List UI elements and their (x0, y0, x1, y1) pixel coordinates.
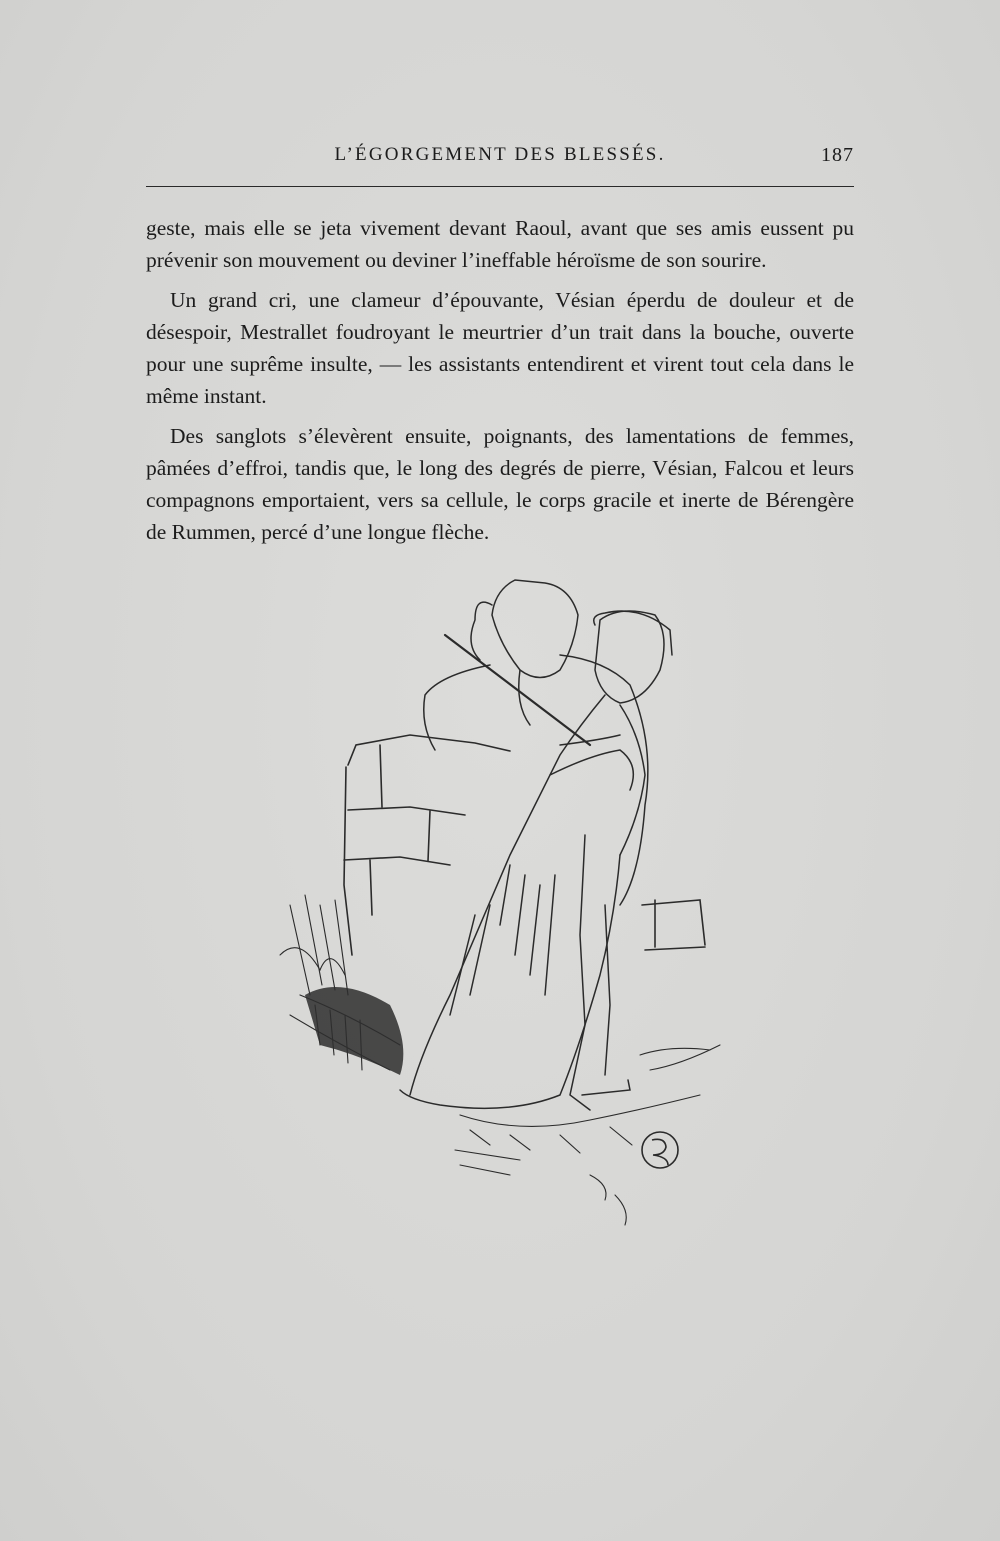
man-figure (424, 580, 648, 1110)
stone-wall (344, 735, 705, 955)
artist-monogram-icon (642, 1132, 678, 1168)
paragraph-3: Des sanglots s’élevèrent ensuite, poignants, des lamentations de femmes, pâmées d’effroi, tandis que, le long des degrés de pierre, Vésian, Falcou et leurs compagnons emportaient, vers sa cellule, le corps gracile et inerte de Bérengère de Rummen, percé d’une longue flèche. (146, 424, 854, 544)
engraving-illustration (260, 575, 740, 1245)
page-number: 187 (821, 144, 854, 166)
woman-figure (400, 611, 672, 1108)
shadow-mass (305, 987, 403, 1075)
running-title: L’ÉGORGEMENT DES BLESSÉS. (334, 144, 666, 165)
body-text (146, 212, 854, 556)
running-head (146, 142, 854, 172)
ground-hatching (280, 895, 720, 1225)
paragraph-2: Un grand cri, une clameur d’épouvante, Vésian éperdu de douleur et de désespoir, Mestrallet foudroyant le meurtrier d’un trait dans la bouche, ouverte pour une suprême insulte, — les assistants entendirent et virent tout cela dans le même instant. (146, 288, 854, 408)
engraving-icon (260, 575, 740, 1245)
paragraph-1: geste, mais elle se jeta vivement devant Raoul, avant que ses amis eussent pu prévenir son mouvement ou deviner l’ineffable héroïsme de son sourire. (146, 216, 854, 272)
header-rule (146, 186, 854, 187)
arrow (445, 635, 590, 745)
